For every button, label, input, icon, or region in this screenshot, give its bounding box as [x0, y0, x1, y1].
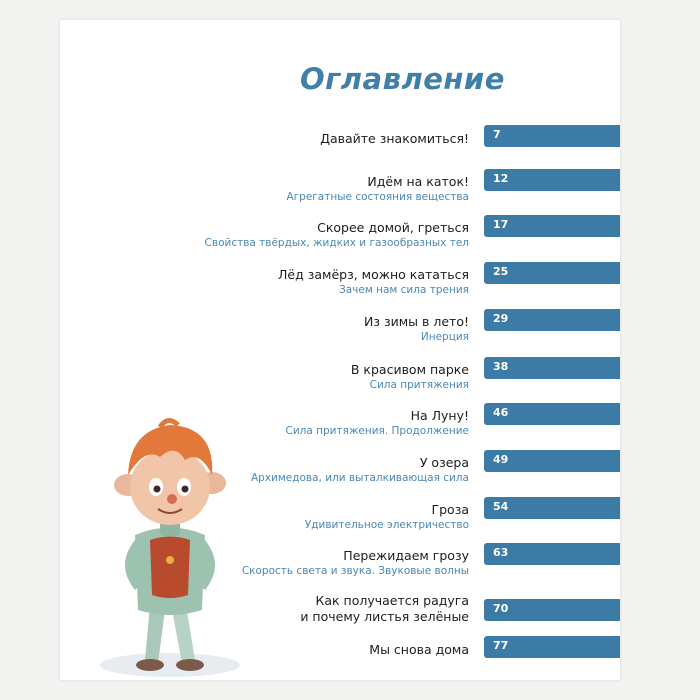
- page-number: 17: [493, 218, 509, 231]
- page-number: 38: [493, 360, 509, 373]
- toc-entry-subtitle: Зачем нам сила трения: [339, 284, 469, 296]
- toc-entry-subtitle: Сила притяжения. Продолжение: [285, 425, 469, 437]
- toc-entry-title: Пережидаем грозу: [343, 548, 469, 563]
- page-number: 7: [493, 128, 501, 141]
- page-number-tab: [484, 125, 620, 147]
- page-number-tab: [484, 450, 620, 472]
- toc-entry-title: Мы снова дома: [369, 642, 469, 657]
- page-number-tab: [484, 357, 620, 379]
- page-number-tab: [484, 543, 620, 565]
- toc-entry-title-line2: и почему листья зелёные: [300, 609, 469, 624]
- toc-entry-title: У озера: [419, 455, 469, 470]
- page-number-tab: [484, 497, 620, 519]
- book-page: [60, 20, 620, 680]
- toc-entry-subtitle: Скорость света и звука. Звуковые волны: [241, 565, 469, 577]
- page-number: 49: [493, 453, 509, 466]
- toc-entry-title: На Луну!: [410, 408, 469, 423]
- toc-entry-subtitle: Сила притяжения: [369, 379, 469, 391]
- toc-entry-title: Как получается радуга: [315, 593, 469, 608]
- page-number: 46: [493, 406, 509, 419]
- toc-entry-subtitle: Свойства твёрдых, жидких и газообразных тел: [204, 237, 469, 249]
- page-number: 70: [493, 602, 509, 615]
- page-number: 12: [493, 172, 509, 185]
- page-number: 54: [493, 500, 509, 513]
- page-number: 29: [493, 312, 509, 325]
- toc-entry-title: Из зимы в лето!: [364, 314, 469, 329]
- page-number-tab: [484, 215, 620, 237]
- toc-entry-title: Скорее домой, греться: [317, 220, 469, 235]
- toc-entry-subtitle: Удивительное электричество: [304, 519, 469, 531]
- toc-entry-title: Идём на каток!: [367, 174, 469, 189]
- page-number: 25: [493, 265, 509, 278]
- toc-entry-title: Лёд замёрз, можно кататься: [278, 267, 469, 282]
- toc-entry-title: Давайте знакомиться!: [320, 131, 469, 146]
- page-number-tab: [484, 599, 620, 621]
- page-number-tab: [484, 403, 620, 425]
- toc-entry-title: В красивом парке: [350, 362, 469, 377]
- page-number-tab: [484, 309, 620, 331]
- page-number-tab: [484, 169, 620, 191]
- page-number-tab: [484, 636, 620, 658]
- page-number: 63: [493, 546, 509, 559]
- toc-entry-subtitle: Агрегатные состояния вещества: [286, 191, 469, 203]
- toc-entry-subtitle: Архимедова, или выталкивающая сила: [250, 472, 469, 484]
- boy-character-illustration: [90, 415, 250, 680]
- page-number-tab: [484, 262, 620, 284]
- page-number: 77: [493, 639, 509, 652]
- page-title: Оглавление: [300, 62, 505, 96]
- toc-entry-title: Гроза: [431, 502, 469, 517]
- toc-entry-subtitle: Инерция: [420, 331, 469, 343]
